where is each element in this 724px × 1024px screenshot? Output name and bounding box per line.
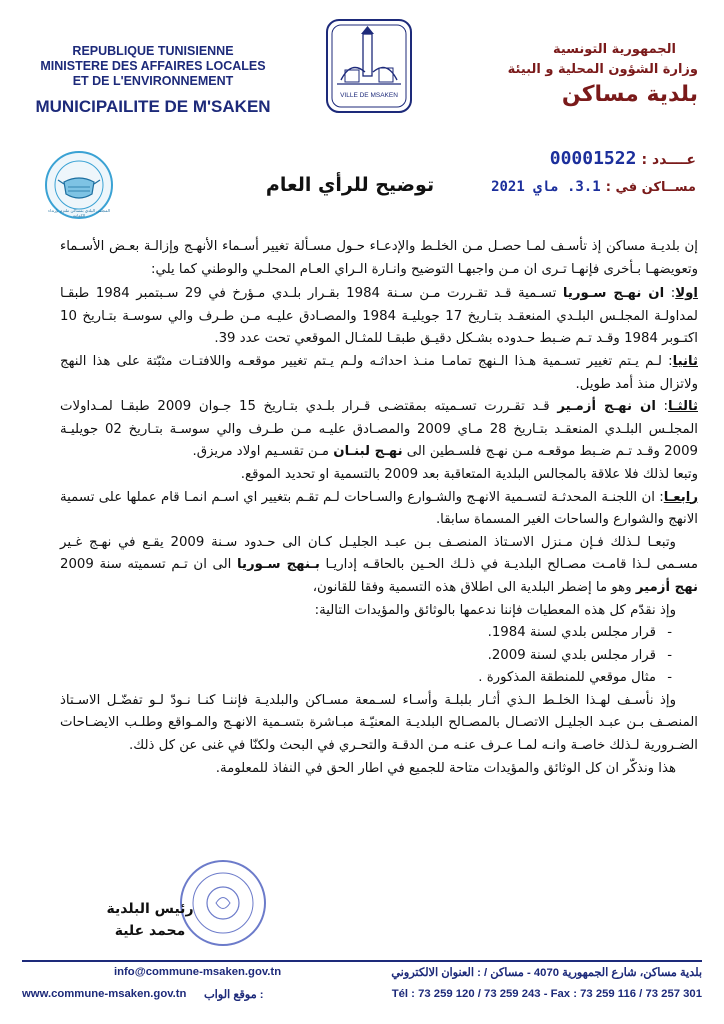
body-point-3-note: وتبعا لذلك فلا علاقة بالمجالس البلدية المتعاقبة بعد 2009 بالتسمية او تحديد الموقع. <box>240 466 698 482</box>
point-1-label: اولا <box>675 286 698 302</box>
p5-street2: نهج أزمير <box>635 579 698 595</box>
body-point-4: رابعـا: ان اللجنـة المحدثـة لتسـمية الانهـج والشـوارع والسـاحات لـم تقـم بتغيير اي اسـم انمـا قام عملها على تسمية الانهج والشوارع والساحات الغير المسماة سابقا. <box>60 489 698 528</box>
footer-website[interactable]: www.commune-msaken.gov.tn <box>22 988 187 1000</box>
body-final: هذا ونذكّر ان كل الوثائق والمؤيدات متاحة للجميع في اطار الحق في النفاذ للمعلومة. <box>215 760 676 776</box>
point-4-text: ان اللجنـة المحدثـة لتسـمية الانهـج والشـوارع والسـاحات لـم تقـم بتغيير اي اسـم انمـا قام عملها على تسمية الانهج والشوارع والساحات الغير المسماة سابقا. <box>60 489 698 528</box>
footer-address <box>391 966 702 979</box>
header-ar-republic: الجمهورية التونسية <box>552 42 676 57</box>
body-point-2: ثانيا: لـم يـتم تغيير تسـمية هـذا الـنهج تمامـا منـذ احداثـه ولـم يـتم تغيير موقعـه واللافتـات مثبّتة على هذا النهج ولاتزال منذ أمد طويل. <box>60 353 698 392</box>
body-closing: وإذ نأسـف لهـذا الخلـط الـذي أثـار بلبلـة وأسـاء لسـمعة مسـاكن والبلديـة فإننـا كنـا نـودّ لـو تفضّـل الاسـتاذ المنصـف بـن عبـد الجليـل الاتصـال بالمصـالح البلديـة المعنيّـة مبـاشرة بتسـمية الانهـج والمـواقع وطلـب الايضـاحات الضـرورية لـذلك خاصـة وانـه لمـا عـرف عنـه مـن الدقـة والتحـري في البحث ولكنّا في غنى عن كل ذلك. <box>60 692 698 754</box>
municipality-emblem <box>325 18 413 114</box>
footer-email-label: : العنوان الالكتروني <box>391 967 481 979</box>
p5-text-a: وتبعـا لـذلك فـإن مـنزل الاسـتاذ المنصـف بـن عبـد الجليـل كـان الى حـدود سـنة 2009 يقـع في نهـج غـير مسـمى لـذا قامـت مصـالح البلديـة في ذلـك الحـين بالحاقـه إداريـا <box>60 534 699 573</box>
point-3-target: نهـج لبنـان <box>333 444 403 460</box>
signature-block <box>100 898 200 942</box>
point-2-label: ثانيا <box>672 353 698 369</box>
docs-list-item: - قرار مجلس بلدي لسنة 2009. <box>60 645 676 668</box>
point-3-street: ان نهـج أزمـير <box>557 399 656 415</box>
letter-body <box>60 236 698 780</box>
body-point-3: ثالثـا: ان نهـج أزمـير قـد تقـررت تسـميته بمقتضـى قـرار بلـدي بتـاريخ 15 جـوان 2009 طبقـا لمـداولات المجلـس البلـدي المنعقـد بتـاريخ 28 مـاي 2009 والمصـادق عليـه مـن طـرف والي سوسـة بتـاريخ 02 جويليـة 2009 وقـد تـم ضـبط موقعـه مـن نهـج فلسـطين الى نهـج لبنـان مـن تقسـيم اولاد مريزق. <box>60 399 698 460</box>
point-4-label: رابعـا <box>663 489 698 505</box>
body-paragraph-5 <box>60 532 698 600</box>
footer-email[interactable]: info@commune-msaken.gov.tn <box>114 966 282 978</box>
header-ar-block <box>468 40 698 110</box>
footer-phones: Tél : 73 259 120 / 73 259 243 - Fax : 73 259 116 / 73 257 301 <box>391 988 702 1000</box>
badge-text: المجلس البلدي بمساكن ملتزم بإرتداء الكمامة <box>48 208 110 218</box>
mask-commitment-badge <box>44 150 114 220</box>
point-3-text-b: مـن تقسـيم اولاد مريزق. <box>192 444 330 460</box>
footer-line-2 <box>22 988 702 1006</box>
header-fr-municipality: MUNICIPAILITE DE M'SAKEN <box>35 97 271 116</box>
docs-intro: وإذ نقدّم كل هذه المعطيات فإننا ندعمها بالوثائق والمؤيدات التالية: <box>314 602 676 618</box>
p5-text-c: وهو ما إضطر البلدية الى اطلاق هذه التسمية وفقا للقانون، <box>312 579 632 595</box>
reference-date-row <box>491 176 696 198</box>
signature-name: محمد علية <box>114 923 186 939</box>
footer-line-1 <box>22 966 702 984</box>
emblem-caption: VILLE DE MSAKEN <box>340 92 398 99</box>
body-point-1: اولا: ان نهـج سـوريا تسـمية قـد تقـررت مـن سـنة 1984 بقـرار بلـدي مـؤرخ في 29 سـبتمبر 1984 طبقـا لمداولـة المجلـس البلـدي المنعقـد بتـاريخ 17 جويليـة 1984 والمصـادق عليـه مـن طـرف والي سوسـة بتـاريخ 10 اكتـوبر 1984 وقـد تـم ضـبط حـدوده بشـكل دقيـق طبقـا للمثـال الموقعي تحت عدد 39. <box>60 286 698 347</box>
header-fr-block <box>28 44 278 118</box>
footer-divider <box>22 960 702 962</box>
point-1-text: تسـمية قـد تقـررت مـن سـنة 1984 بقـرار بلـدي مـؤرخ في 29 سـبتمبر 1984 طبقـا لمداولـة المجلـس البلـدي المنعقـد بتـاريخ 17 جويليـة 1984 والمصـادق عليـه مـن طـرف والي سوسـة بتـاريخ 10 اكتـوبر 1984 وقـد تـم ضـبط حـدوده بشـكل دقيـق طبقـا للمثـال الموقعي تحت عدد 39. <box>60 286 698 347</box>
header-ar-ministry: وزارة الشؤون المحلية و البيئة <box>507 62 698 77</box>
footer-website-label: : موقع الواب <box>204 989 264 1001</box>
page-title: توضيح للرأي العام <box>265 174 435 196</box>
header-fr-ministry: MINISTERE DES AFFAIRES LOCALES <box>40 59 266 73</box>
docs-list-item: - مثال موقعي للمنطقة المذكورة . <box>60 667 676 690</box>
footer-address-text: بلدية مساكن، شارع الجمهورية 4070 - مساكن / <box>484 967 702 979</box>
reference-number-label: عــــدد : <box>641 152 696 168</box>
p5-text-b: الى ان تـم تسميته سنة 2009 <box>60 557 232 573</box>
reference-date-value: 3.1. ماي 2021 <box>491 179 601 195</box>
reference-number-value: 00001522 <box>549 148 637 169</box>
point-1-street: ان نهـج سـوريا <box>562 286 665 302</box>
point-3-text-a: قـد تقـررت تسـميته بمقتضـى قـرار بلـدي بتـاريخ 15 جـوان 2009 طبقـا لمـداولات المجلـس البلـدي المنعقـد بتـاريخ 28 مـاي 2009 والمصـادق عليـه مـن طـرف والي سوسـة بتـاريخ 02 جويليـة 2009 وقـد تـم ضـبط موقعـه مـن نهـج فلسـطين الى <box>60 399 698 460</box>
point-3-label: ثالثـا <box>668 399 698 415</box>
reference-date-label: مســاكن في : <box>605 180 696 195</box>
signature-title: رئيس البلدية <box>106 901 194 917</box>
p5-street: بـنهج سـوريا <box>236 557 320 573</box>
docs-list-item: - قرار مجلس بلدي لسنة 1984. <box>60 622 676 645</box>
docs-list <box>60 622 676 690</box>
header-fr-republic: REPUBLIQUE TUNISIENNE <box>72 44 234 58</box>
point-2-text: لـم يـتم تغيير تسـمية هـذا الـنهج تمامـا منـذ احداثـه ولـم يـتم تغيير موقعـه واللافتـات مثبّتة على هذا النهج ولاتزال منذ أمد طويل. <box>60 353 698 392</box>
header-fr-environment: ET DE L'ENVIRONNEMENT <box>72 74 234 88</box>
reference-number-row <box>480 148 696 170</box>
header-ar-municipality: بلدية مساكن <box>561 82 698 107</box>
body-intro: إن بلديـة مساكن إذ تأسـف لمـا حصـل مـن الخلـط والإدعـاء حـول مسـألة تغيير أسـماء الأنهـج وإزالـة بعـض الأسـماء وتعويضهـا بـأخرى فإنهـا تـرى ان مـن واجبهـا التوضيح وانـارة الـراي العـام المحلـي والوطني كما يلي: <box>60 239 698 277</box>
